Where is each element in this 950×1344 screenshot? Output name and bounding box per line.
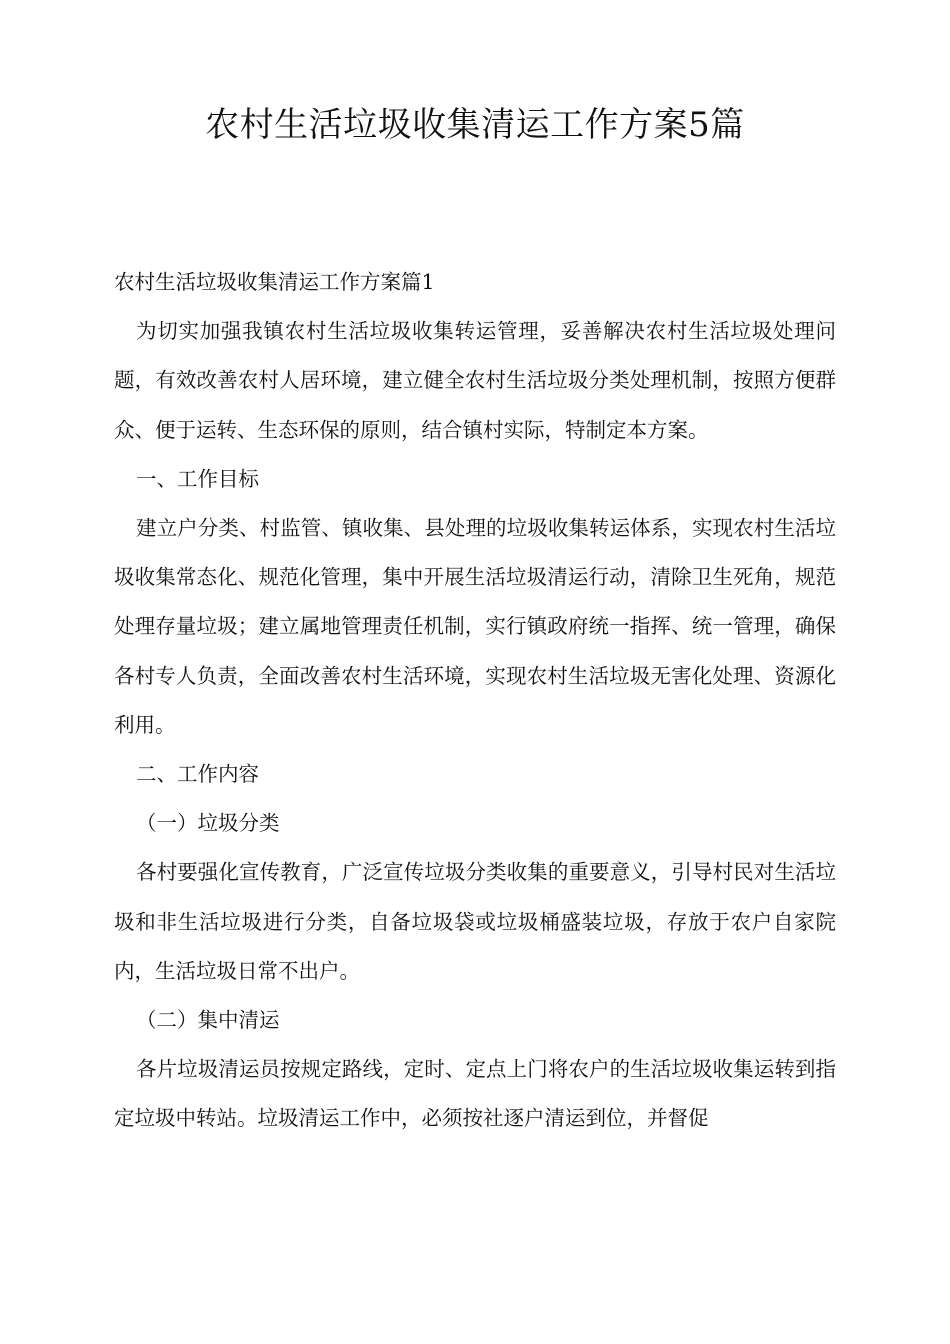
subheading-sorting: （一）垃圾分类 xyxy=(136,811,280,836)
goals-paragraph: 建立户分类、村监管、镇收集、县处理的垃圾收集转运体系，实现农村生活垃圾收集常态化、规范化管理，集中开展生活垃圾清运行动，清除卫生死角，规范处理存量垃圾；建立属地管理责任机制，实行镇政府统一指挥、统一管理，确保各村专人负责，全面改善农村生活环境，实现农村生活垃圾无害化处理、资源化利用。 xyxy=(114,516,836,737)
heading-work-content: 二、工作内容 xyxy=(136,762,259,787)
section-heading: 农村生活垃圾收集清运工作方案篇1 xyxy=(114,270,435,294)
document-title: 农村生活垃圾收集清运工作方案5篇 xyxy=(205,105,745,145)
heading-work-goals: 一、工作目标 xyxy=(136,466,259,491)
intro-paragraph: 为切实加强我镇农村生活垃圾收集转运管理，妥善解决农村生活垃圾处理问题，有效改善农村人居环境，建立健全农村生活垃圾分类处理机制，按照方便群众、便于运转、生态环保的原则，结合镇村实际，特制定本方案。 xyxy=(114,319,836,442)
subheading-collection: （二）集中清运 xyxy=(136,1008,280,1033)
sorting-paragraph: 各村要强化宣传教育，广泛宣传垃圾分类收集的重要意义，引导村民对生活垃圾和非生活垃圾进行分类，自备垃圾袋或垃圾桶盛装垃圾，存放于农户自家院内，生活垃圾日常不出户。 xyxy=(114,860,836,983)
document-body xyxy=(114,258,836,1144)
collection-paragraph: 各片垃圾清运员按规定路线，定时、定点上门将农户的生活垃圾收集运转到指定垃圾中转站。垃圾清运工作中，必须按社逐户清运到位，并督促 xyxy=(114,1057,836,1131)
